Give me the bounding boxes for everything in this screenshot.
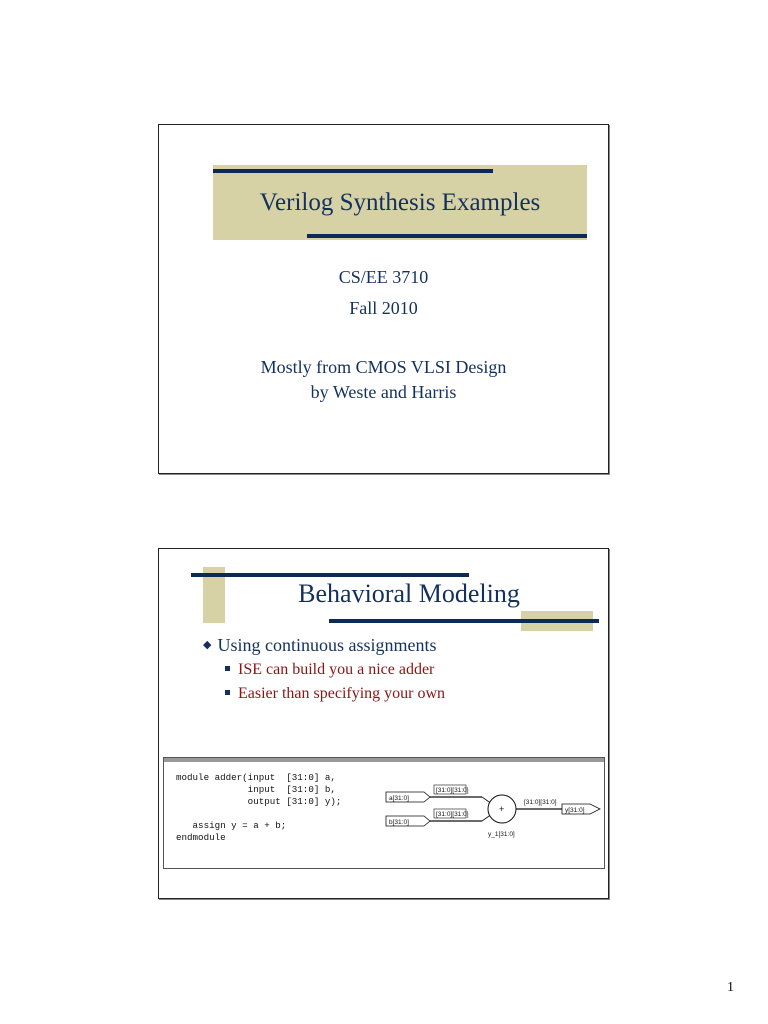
diamond-bullet-icon: ◆ — [203, 639, 212, 651]
code-figure — [163, 757, 605, 869]
sub-bullet-item — [225, 685, 445, 703]
slide-1 — [158, 124, 609, 474]
wire-b-label: [31:0][31:0] — [436, 811, 469, 818]
source-line-2: by Weste and Harris — [310, 382, 457, 402]
output-y-label: y[31:0] — [565, 807, 585, 814]
course-code: CS/EE 3710 — [338, 267, 429, 287]
input-b-label: b[31:0] — [389, 819, 409, 826]
sub-bullet-text: ISE can build you a nice adder — [238, 661, 435, 678]
slide-2-title: Behavioral Modeling — [298, 579, 520, 608]
verilog-code: module adder(input [31:0] a, input [31:0] b, output [31:0] y); assign y = a + b; endmodule — [176, 772, 342, 843]
bullet-text: Using continuous assignments — [217, 635, 437, 655]
title-bar-bottom — [329, 619, 599, 623]
bullet-item — [203, 635, 436, 656]
page-number: 1 — [727, 980, 734, 995]
sub-bullet-text: Easier than specifying your own — [238, 685, 446, 702]
sub-bullet-item — [225, 661, 434, 679]
wire-out-label: [31:0][31:0] — [524, 799, 557, 806]
slide-1-title: Verilog Synthesis Examples — [259, 189, 541, 216]
adder-schematic — [384, 784, 602, 854]
input-a-label: a[31:0] — [389, 795, 409, 802]
title-bar-bottom — [307, 234, 587, 238]
instance-label: y_1[31:0] — [488, 831, 515, 838]
term: Fall 2010 — [349, 298, 418, 318]
title-bar-top — [213, 169, 493, 173]
square-bullet-icon — [225, 666, 230, 671]
source-line-1: Mostly from CMOS VLSI Design — [260, 357, 507, 377]
figure-top-border — [164, 758, 604, 762]
square-bullet-icon — [225, 690, 230, 695]
title-bar-top — [191, 573, 469, 577]
wire-a-label: [31:0][31:0] — [436, 787, 469, 794]
slide-2 — [158, 548, 609, 899]
adder-plus-sign: + — [499, 804, 505, 814]
